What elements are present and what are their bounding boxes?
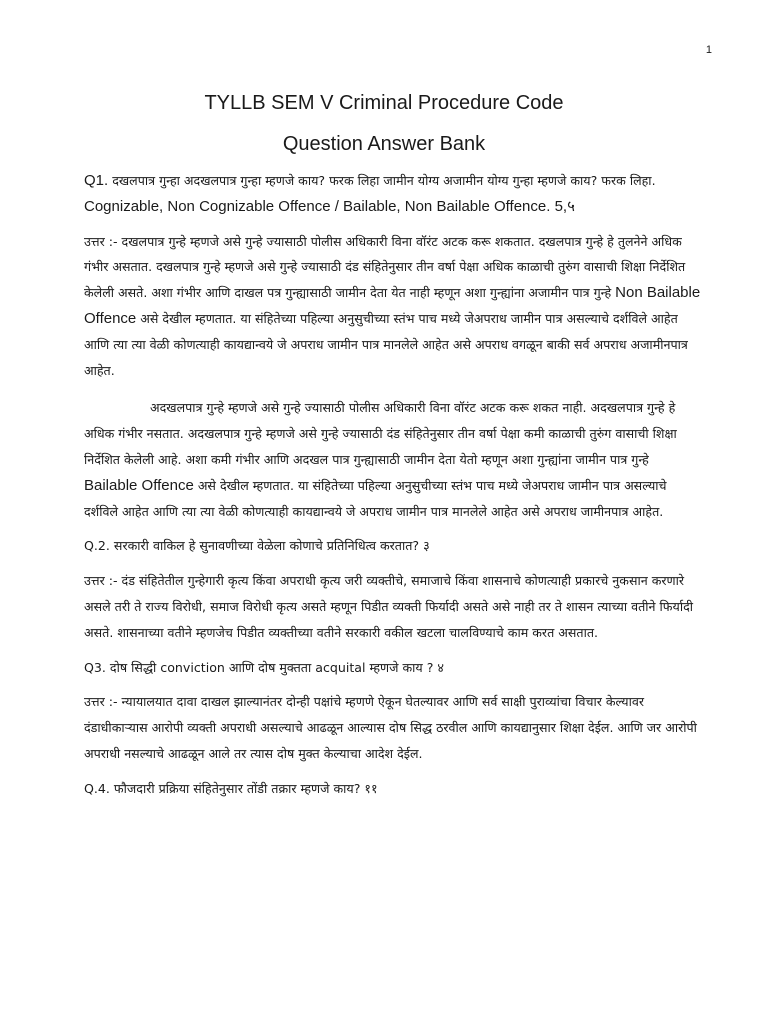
answer-1b-text-a: अदखलपात्र गुन्हे म्हणजे असे गुन्हे ज्यासाठी पोलीस अधिकारी विना वॉरंट अटक करू शकत नाही. अदखलपात्र गुन्हे हे अधिक गंभीर नसतात. अदखलपात्र गुन्हे म्हणजे असे गुन्हे ज्यासाठी दंड संहितेनुसार तीन वर्षा पेक्षा कमी काळाची तुरुंग वासाची शिक्षा निर्देशित केलेली आहे. अशा कमी गंभीर आणि अदखल पात्र गुन्ह्यासाठी जामीन देता येतो म्हणून अशा गुन्ह्यांना जामीन पात्र गुन्हे <box>84 400 677 467</box>
question-1 <box>84 168 702 220</box>
answer-1-non-cognizable <box>84 395 702 524</box>
answer-2: उत्तर :- दंड संहितेतील गुन्हेगारी कृत्य किंवा अपराधी कृत्य जरी व्यक्तीचे, समाजाचे किंवा शासनाचे कोणत्याही प्रकारचे नुकसान करणारे असले तरी ते राज्य विरोधी, समाज विरोधी कृत्य असते म्हणून पिडीत व्यक्ती फिर्यादी असते असे नाही तर ते शासन त्याच्या वतीने फिर्यादी असते. शासनाच्या वतीने म्हणजेच पिडीत व्यक्तीच्या वतीने सरकारी वकील खटला चालविण्याचे काम करत असतात. <box>84 573 694 640</box>
answer-3: उत्तर :- न्यायालयात दावा दाखल झाल्यानंतर दोन्ही पक्षांचे म्हणणे ऐकून घेतल्यावर आणि सर्व साक्षी पुराव्यांचा विचार केल्यावर दंडाधीकाऱ्यास आरोपी व्यक्ती अपराधी असल्याचे आढळून आल्यास दोष सिद्ध ठरवील आणि कायद्यानुसार शिक्षा देईल. आणि जर आरोपी अपराधी नसल्याचे आढळून आले तर त्यास दोष मुक्त केल्याचा आदेश देईल. <box>84 694 697 761</box>
question-4: Q.4. फौजदारी प्रक्रिया संहितेनुसार तोंडी तक्रार म्हणजे काय? ११ <box>84 780 378 796</box>
question-1-english: Cognizable, Non Cognizable Offence / Bailable, Non Bailable Offence. 5,५ <box>84 197 575 215</box>
question-3: Q3. दोष सिद्धी conviction आणि दोष मुक्तता acquital म्हणजे काय ? ४ <box>84 659 444 675</box>
answer-1-cognizable <box>84 229 702 384</box>
non-bailable-term: Non Bailable Offence <box>84 284 701 327</box>
question-2: Q.2. सरकारी वाकिल हे सुनावणीच्या वेळेला कोणाचे प्रतिनिधित्व करतात? ३ <box>84 538 430 554</box>
bailable-term: Bailable Offence <box>84 476 194 494</box>
document-title: TYLLB SEM V Criminal Procedure Code <box>204 92 564 114</box>
answer-1-text-a: उत्तर :- दखलपात्र गुन्हे म्हणजे असे गुन्हे ज्यासाठी पोलीस अधिकारी विना वॉरंट अटक करू शकतात. दखलपात्र गुन्हे हे तुलनेने अधिक गंभीर असतात. दखलपात्र गुन्हे म्हणजे असे गुन्हे ज्यासाठी दंड संहितेनुसार तीन वर्षा पेक्षा अधिक काळाची तुरुंग वासाची शिक्षा निर्देशित केलेली असते. अशा गंभीर आणि दाखल पत्र गुन्ह्यासाठी जामीन देता येत नाही म्हणून अशा गुन्ह्यांना अजामीन पात्र गुन्हे <box>84 233 686 301</box>
answer-1b-text-b: असे देखील म्हणतात. या संहितेच्या पहिल्या अनुसुचीच्या स्तंभ पाच मध्ये जेअपराध जामीन पात्र असल्याचे दर्शविले आहेत आणि त्या त्या वेळी कोणत्याही कायद्यान्वये जे अपराध जामीन पात्र मानलेले आहेत असे अपराध जामीनपात्र आहेत. <box>84 477 667 519</box>
document-subtitle: Question Answer Bank <box>282 133 486 155</box>
document-body <box>84 168 702 802</box>
question-1-text: दखलपात्र गुन्हा अदखलपात्र गुन्हा म्हणजे काय? फरक लिहा जामीन योग्य अजामीन योग्य गुन्हा म्हणजे काय? फरक लिहा. <box>108 173 656 188</box>
answer-1-text-b: असे देखील म्हणतात. या संहितेच्या पहिल्या अनुसुचीच्या स्तंभ पाच मध्ये जेअपराध जामीन पात्र असल्याचे दर्शविले आहेत आणि त्या त्या वेळी कोणत्याही कायद्यान्वये जे अपराध जामीन पात्र मानलेले आहेत असे अपराध वगळून बाकी सर्व अपराध अजामीनपात्र आहेत. <box>84 310 688 378</box>
page-number: 1 <box>705 44 712 56</box>
question-1-label: Q1. <box>84 172 109 189</box>
